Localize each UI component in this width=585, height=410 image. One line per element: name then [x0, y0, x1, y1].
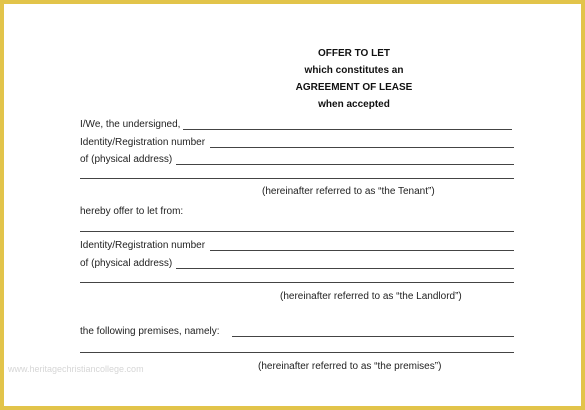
- landlord-note: (hereinafter referred to as “the Landlord”): [280, 291, 462, 302]
- tenant-identity-field[interactable]: [80, 137, 514, 149]
- landlord-identity-label: Identity/Registration number: [80, 240, 206, 251]
- doc-subtitle-1: which constitutes an: [304, 65, 404, 76]
- landlord-address-label: of (physical address): [80, 258, 173, 269]
- landlord-address-blank[interactable]: [176, 268, 514, 269]
- document-page: [4, 4, 581, 406]
- doc-title: OFFER TO LET: [317, 48, 391, 59]
- premises-blank[interactable]: [232, 336, 514, 337]
- undersigned-blank[interactable]: [183, 129, 512, 130]
- tenant-address-blank[interactable]: [176, 164, 514, 165]
- doc-subtitle-3: when accepted: [318, 99, 390, 110]
- premises-label: the following premises, namely:: [80, 326, 220, 337]
- landlord-identity-blank[interactable]: [210, 250, 514, 251]
- tenant-address-line-2[interactable]: [80, 178, 514, 179]
- landlord-name-line[interactable]: [80, 231, 514, 232]
- tenant-note: (hereinafter referred to as “the Tenant”): [262, 186, 435, 197]
- landlord-address-line-2[interactable]: [80, 282, 514, 283]
- tenant-address-field[interactable]: [80, 154, 514, 166]
- offer-text: hereby offer to let from:: [80, 206, 184, 217]
- premises-line-2[interactable]: [80, 352, 514, 353]
- tenant-identity-blank[interactable]: [210, 147, 514, 148]
- doc-subtitle-2: AGREEMENT OF LEASE: [295, 82, 413, 93]
- landlord-identity-field[interactable]: [80, 240, 514, 252]
- premises-note: (hereinafter referred to as “the premises”): [258, 361, 442, 372]
- undersigned-field[interactable]: [80, 119, 514, 131]
- watermark: www.heritagechristiancollege.com: [8, 364, 144, 374]
- premises-field[interactable]: [80, 326, 514, 338]
- undersigned-label: I/We, the undersigned,: [80, 119, 181, 130]
- tenant-address-label: of (physical address): [80, 154, 173, 165]
- tenant-identity-label: Identity/Registration number: [80, 137, 206, 148]
- landlord-address-field[interactable]: [80, 258, 514, 270]
